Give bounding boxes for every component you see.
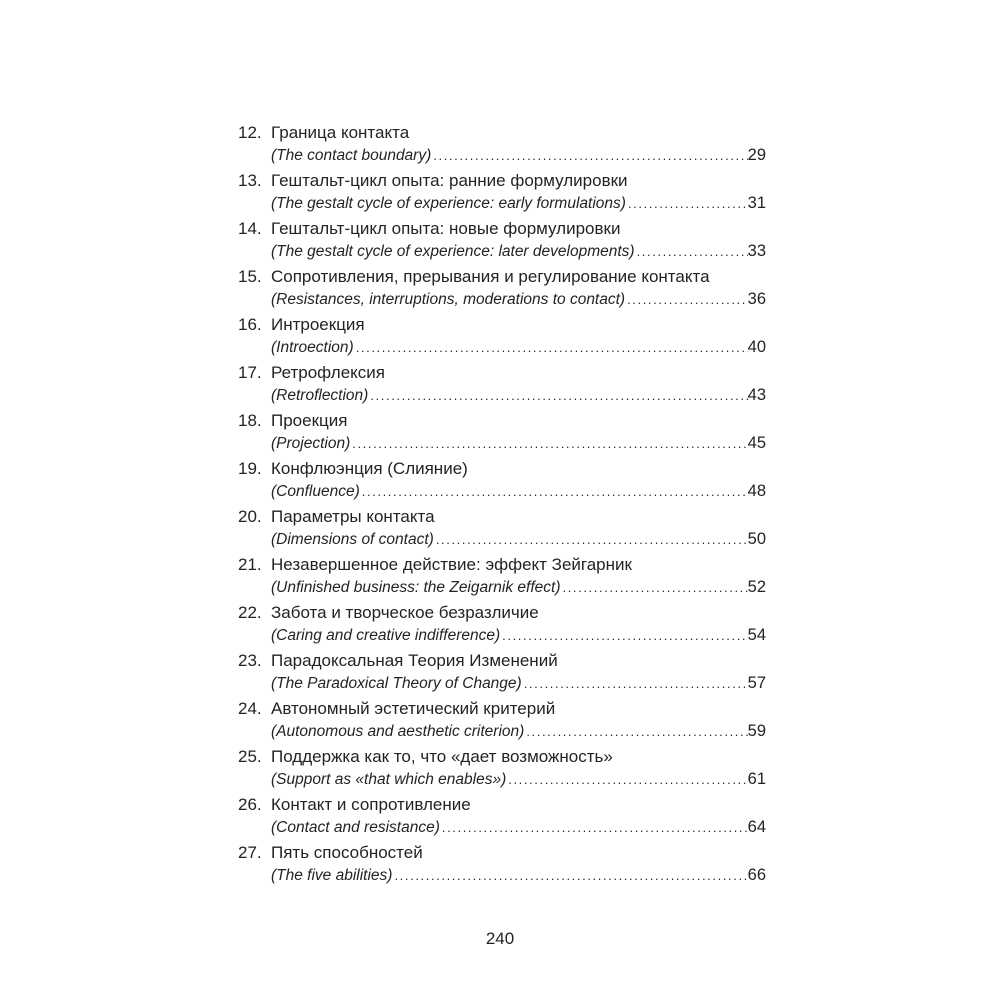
toc-entry-title: Забота и творческое безразличие (271, 603, 539, 622)
toc-entry-number: 14. (238, 219, 262, 238)
toc-entry-title-row (238, 361, 766, 384)
toc-entry-number: 16. (238, 315, 262, 334)
toc-entry (238, 649, 766, 695)
page-number: 240 (485, 929, 515, 948)
toc-entry-subtitle-row (238, 720, 766, 743)
toc-entry-page: 64 (747, 818, 766, 836)
toc-entry-subtitle-row (238, 432, 766, 455)
toc-entry-title-row (238, 793, 766, 816)
toc-entry-subtitle: (Unfinished business: the Zeigarnik effect) (271, 579, 561, 596)
toc-entry (238, 457, 766, 503)
toc-entry-subtitle: (The Paradoxical Theory of Change) (271, 675, 522, 692)
dot-leader (524, 672, 748, 695)
toc-entry-subtitle: (Support as «that which enables») (271, 771, 507, 788)
toc-entry-number: 12. (238, 123, 262, 142)
toc-entry (238, 409, 766, 455)
toc-entry-number: 27. (238, 843, 262, 862)
dot-leader (362, 480, 748, 503)
toc-entry-subtitle-row (238, 192, 766, 215)
toc-entry-subtitle-row (238, 384, 766, 407)
toc-entry-number: 17. (238, 363, 262, 382)
toc-entry-subtitle-row (238, 672, 766, 695)
toc-entry (238, 361, 766, 407)
toc-entry-subtitle: (Projection) (271, 435, 351, 452)
toc-entry-subtitle: (Introection) (271, 339, 354, 356)
toc-entry-subtitle-row (238, 624, 766, 647)
toc-entry-page: 50 (747, 530, 766, 548)
toc-entry (238, 697, 766, 743)
toc-entry-number: 22. (238, 603, 262, 622)
toc-entry-subtitle: (Contact and resistance) (271, 819, 440, 836)
toc-entry-subtitle-row (238, 240, 766, 263)
dot-leader (628, 192, 748, 215)
toc-entry-title-row (238, 601, 766, 624)
toc-entry (238, 745, 766, 791)
dot-leader (433, 144, 747, 167)
dot-leader (637, 240, 748, 263)
toc-entry-subtitle: (The five abilities) (271, 867, 393, 884)
toc-entry-subtitle: (Confluence) (271, 483, 360, 500)
toc-entry-subtitle-row (238, 576, 766, 599)
toc-entry-page: 40 (747, 338, 766, 356)
toc-entry-title: Поддержка как то, что «дает возможность» (271, 747, 613, 766)
toc-entry-subtitle: (The gestalt cycle of experience: later developments) (271, 243, 635, 260)
toc-entry (238, 169, 766, 215)
toc-entry-title-row (238, 505, 766, 528)
toc-entry-number: 15. (238, 267, 262, 286)
toc-entry-title: Гештальт-цикл опыта: новые формулировки (271, 219, 621, 238)
toc-entry-title-row (238, 217, 766, 240)
dot-leader (508, 768, 747, 791)
toc-entry (238, 841, 766, 887)
dot-leader (394, 864, 747, 887)
toc-entry-title: Конфлюэнция (Слияние) (271, 459, 468, 478)
toc-entry-title: Ретрофлексия (271, 363, 385, 382)
toc-entry-page: 61 (747, 770, 766, 788)
toc-entry-page: 43 (747, 386, 766, 404)
toc-entry-number: 24. (238, 699, 262, 718)
toc-entry (238, 505, 766, 551)
toc-entry-title: Парадоксальная Теория Изменений (271, 651, 558, 670)
dot-leader (526, 720, 747, 743)
toc-entry-title-row (238, 697, 766, 720)
toc-entry (238, 313, 766, 359)
toc-entry-number: 21. (238, 555, 262, 574)
toc-entry (238, 121, 766, 167)
toc-entry-subtitle: (Autonomous and aesthetic criterion) (271, 723, 525, 740)
toc-entry-title-row (238, 121, 766, 144)
table-of-contents (238, 121, 766, 889)
toc-entry-number: 26. (238, 795, 262, 814)
dot-leader (502, 624, 747, 647)
dot-leader (442, 816, 748, 839)
toc-entry-subtitle-row (238, 144, 766, 167)
toc-entry-subtitle-row (238, 816, 766, 839)
toc-entry-title: Сопротивления, прерывания и регулирование контакта (271, 267, 710, 286)
toc-entry-subtitle: (The gestalt cycle of experience: early formulations) (271, 195, 626, 212)
toc-entry-subtitle-row (238, 768, 766, 791)
toc-entry-title-row (238, 553, 766, 576)
toc-entry-number: 19. (238, 459, 262, 478)
dot-leader (370, 384, 747, 407)
toc-entry-page: 29 (747, 146, 766, 164)
toc-entry-subtitle-row (238, 528, 766, 551)
toc-entry-page: 36 (747, 290, 766, 308)
toc-entry-page: 66 (747, 866, 766, 884)
toc-entry-title-row (238, 745, 766, 768)
toc-entry-page: 31 (747, 194, 766, 212)
toc-entry-title-row (238, 313, 766, 336)
toc-entry-subtitle-row (238, 336, 766, 359)
toc-entry-title-row (238, 457, 766, 480)
dot-leader (627, 288, 748, 311)
toc-entry-title: Пять способностей (271, 843, 423, 862)
toc-entry-number: 23. (238, 651, 262, 670)
toc-entry-title: Интроекция (271, 315, 365, 334)
toc-entry-title: Контакт и сопротивление (271, 795, 471, 814)
toc-entry-subtitle: (The contact boundary) (271, 147, 432, 164)
toc-entry-title-row (238, 841, 766, 864)
toc-entry (238, 793, 766, 839)
dot-leader (436, 528, 748, 551)
toc-entry-subtitle-row (238, 480, 766, 503)
toc-entry-subtitle-row (238, 864, 766, 887)
toc-entry-number: 18. (238, 411, 262, 430)
toc-entry-number: 20. (238, 507, 262, 526)
toc-entry (238, 553, 766, 599)
toc-entry-title: Проекция (271, 411, 348, 430)
toc-entry-number: 25. (238, 747, 262, 766)
toc-entry-page: 52 (747, 578, 766, 596)
toc-entry-title: Гештальт-цикл опыта: ранние формулировки (271, 171, 628, 190)
toc-entry-title: Автономный эстетический критерий (271, 699, 556, 718)
toc-entry-title-row (238, 265, 766, 288)
toc-entry-page: 48 (747, 482, 766, 500)
toc-entry-title: Незавершенное действие: эффект Зейгарник (271, 555, 632, 574)
dot-leader (352, 432, 747, 455)
toc-entry-subtitle: (Dimensions of contact) (271, 531, 434, 548)
dot-leader (356, 336, 748, 359)
toc-entry (238, 217, 766, 263)
toc-entry-subtitle: (Retroflection) (271, 387, 369, 404)
toc-entry-subtitle: (Caring and creative indifference) (271, 627, 501, 644)
toc-entry-page: 54 (747, 626, 766, 644)
toc-entry-subtitle: (Resistances, interruptions, moderations to contact) (271, 291, 626, 308)
toc-entry-number: 13. (238, 171, 262, 190)
toc-entry-subtitle-row (238, 288, 766, 311)
toc-entry-title-row (238, 409, 766, 432)
toc-entry-title: Параметры контакта (271, 507, 435, 526)
toc-entry (238, 265, 766, 311)
dot-leader (562, 576, 747, 599)
toc-entry-page: 57 (747, 674, 766, 692)
toc-entry-title: Граница контакта (271, 123, 410, 142)
toc-entry-page: 33 (747, 242, 766, 260)
toc-entry-title-row (238, 169, 766, 192)
toc-entry (238, 601, 766, 647)
toc-entry-page: 59 (747, 722, 766, 740)
toc-entry-title-row (238, 649, 766, 672)
toc-entry-page: 45 (747, 434, 766, 452)
